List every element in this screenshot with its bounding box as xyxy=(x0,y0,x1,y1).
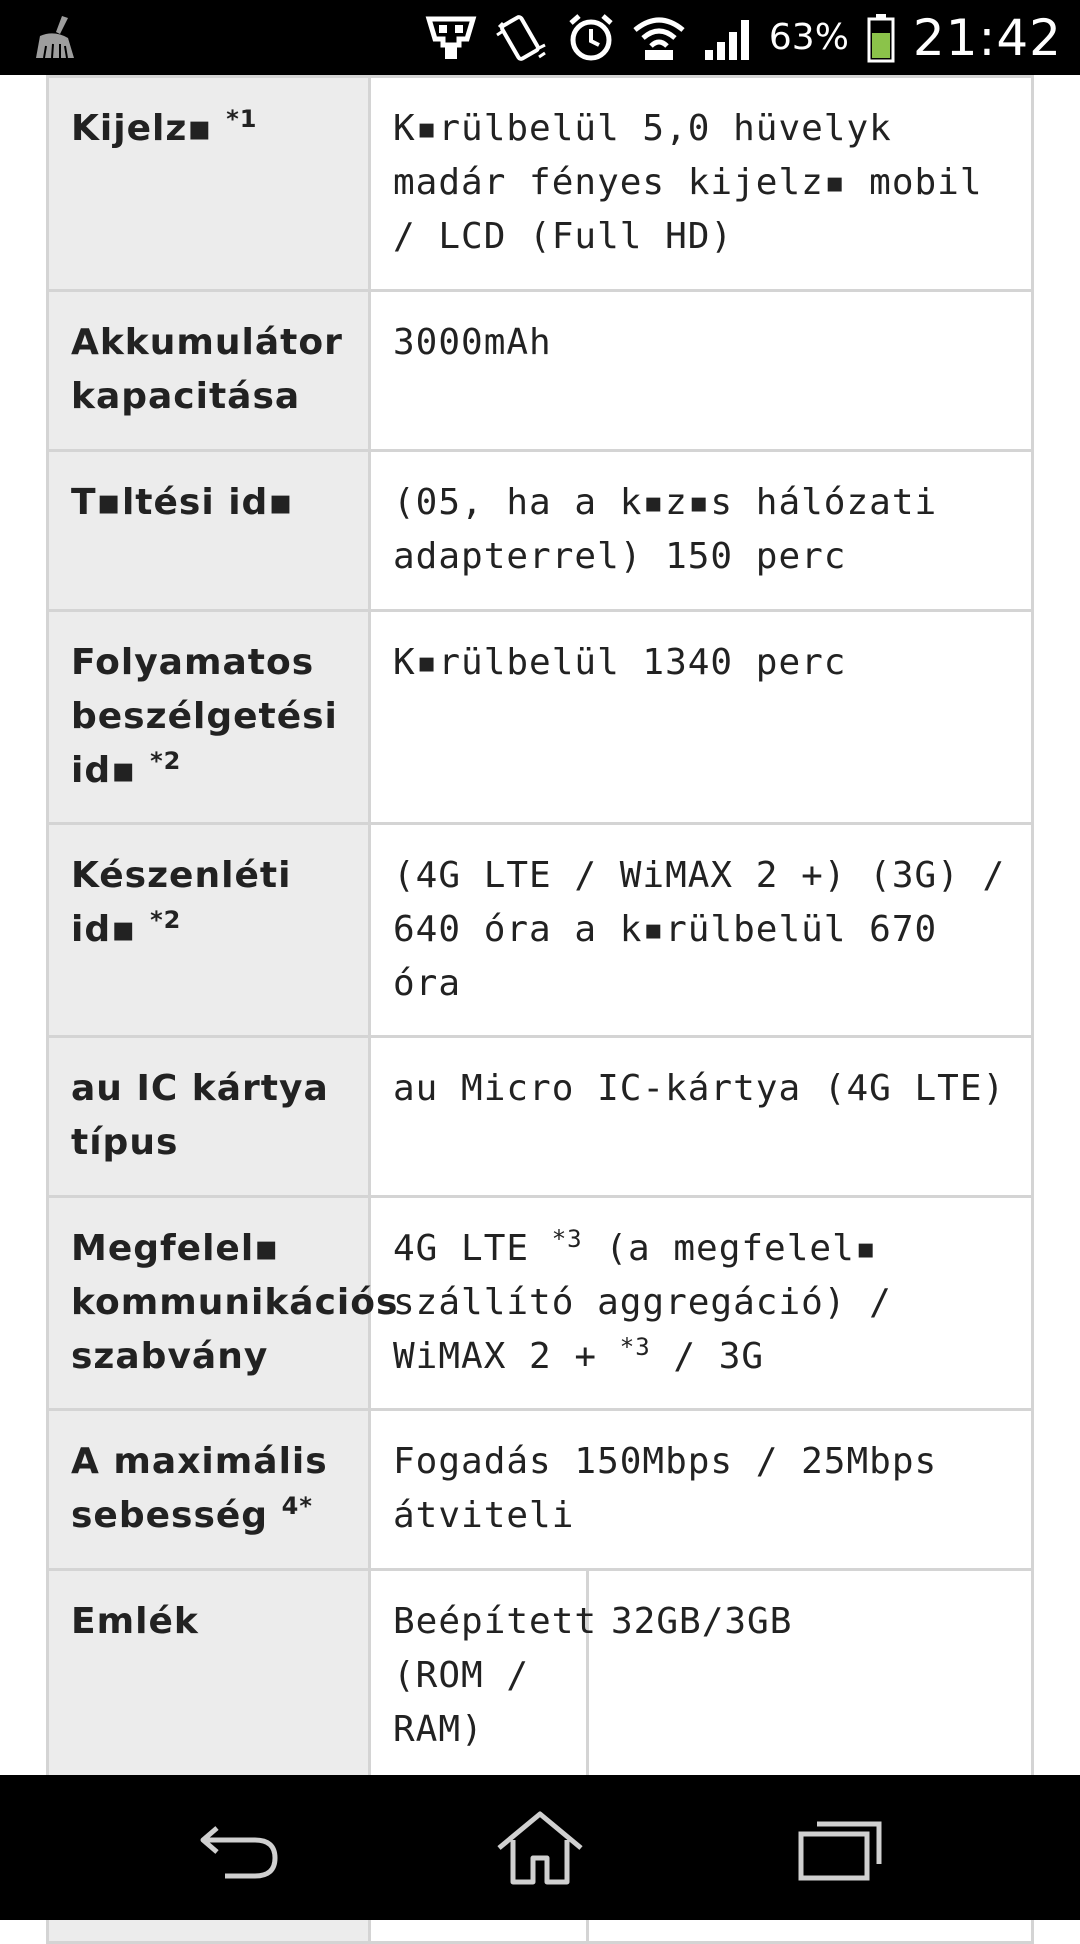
table-row xyxy=(48,611,1033,824)
clock: 21:42 xyxy=(912,8,1062,67)
table-row xyxy=(48,824,1033,1037)
wifi-icon xyxy=(633,16,685,60)
spec-value-talk: K▪rülbelül 1340 perc xyxy=(370,611,1033,824)
table-row xyxy=(48,1037,1033,1197)
table-row xyxy=(48,1410,1033,1570)
back-icon[interactable] xyxy=(195,1810,285,1885)
spec-value-speed: Fogadás 150Mbps / 25Mbps átviteli xyxy=(370,1410,1033,1570)
spec-label-card: au IC kártya típus xyxy=(48,1037,370,1197)
spec-value-comm: 4G LTE $^{*3}$ (a megfelel▪ szállító aggregáció) / WiMAX 2 + $^{*3}$ / 3G xyxy=(370,1197,1033,1410)
navigation-bar xyxy=(0,1775,1080,1920)
signal-icon xyxy=(703,16,751,60)
vibrate-icon xyxy=(495,13,549,63)
cleaner-icon xyxy=(34,14,78,60)
spec-value-charge: (05, ha a k▪z▪s hálózati adapterrel) 150 perc xyxy=(370,451,1033,611)
spec-label-comm: Megfelel▪ kommunikációs szabvány xyxy=(48,1197,370,1410)
spec-sublabel-builtin: Beépített (ROM / RAM) xyxy=(370,1570,588,1783)
table-row xyxy=(48,291,1033,451)
spec-label-memory: Emlék xyxy=(48,1570,370,1943)
table-row xyxy=(48,451,1033,611)
spec-value-builtin: 32GB/3GB xyxy=(588,1570,1033,1783)
spec-label-display: Kijelz▪ $^{*1}$ xyxy=(48,77,370,291)
alarm-icon xyxy=(567,13,615,63)
spec-label-standby: Készenléti id▪ $^{*2}$ xyxy=(48,824,370,1037)
spec-label-charge: T▪ltési id▪ xyxy=(48,451,370,611)
spec-value-standby: (4G LTE / WiMAX 2 +) (3G) / 640 óra a k▪rülbelül 670 óra xyxy=(370,824,1033,1037)
spec-value-card: au Micro IC-kártya (4G LTE) xyxy=(370,1037,1033,1197)
status-bar xyxy=(0,0,1080,75)
spec-label-battery: Akkumulátor kapacitása xyxy=(48,291,370,451)
battery-percent: 63% xyxy=(768,17,849,58)
spec-label-talk: Folyamatos beszélgetési id▪ $^{*2}$ xyxy=(48,611,370,824)
table-row xyxy=(48,1197,1033,1410)
table-row xyxy=(48,77,1033,291)
spec-page[interactable] xyxy=(0,75,1080,1775)
spec-value-battery: 3000mAh xyxy=(370,291,1033,451)
spec-value-display: K▪rülbelül 5,0 hüvelyk madár fényes kijelz▪ mobil / LCD (Full HD) xyxy=(370,77,1033,291)
home-icon[interactable] xyxy=(495,1810,585,1885)
recent-apps-icon[interactable] xyxy=(795,1810,885,1885)
spec-label-speed: A maximális sebesség $^{4*}$ xyxy=(48,1410,370,1570)
usb-debug-icon xyxy=(425,15,477,61)
table-row xyxy=(48,1570,1033,1783)
spec-table xyxy=(46,75,1034,1944)
battery-icon xyxy=(867,13,895,63)
